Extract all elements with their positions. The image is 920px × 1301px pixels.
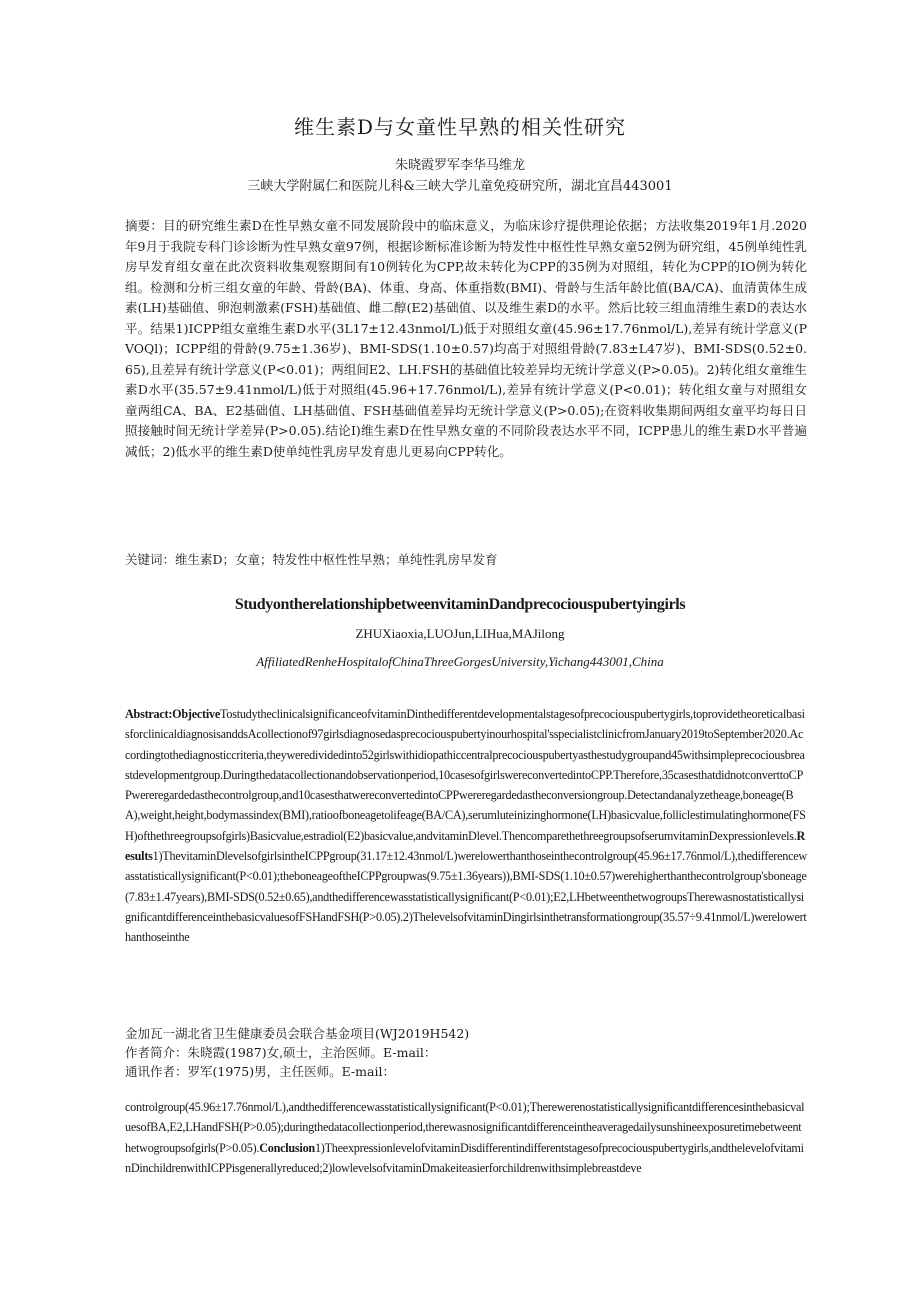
- continued-text-1: controlgroup(45.96±17.76nmol/L),andthedifferencewasstatisticallysignificant(P<0.01);TherewerenostatisticallysignificantdifferencesinthebasicvaluesofBA,E2,LHandFSH(P>0.05);duringthedatacollectionperiod,therewasnosignificantdifferenceintheaveragedailysunshineexposuretimebetweenthetwogroupsofgirls(P>0.05).: [125, 1100, 805, 1155]
- abstract-en-continued: [125, 1097, 807, 1178]
- abstract-cn: 摘要：目的研究维生素D在性早熟女童不同发展阶段中的临床意义，为临床诊疗提供理论依据；方法收集2019年1月.2020年9月于我院专科门诊诊断为性早熟女童97例，根据诊断标准诊断为特发性中枢性性早熟女童52例为研究组，45例单纯性乳房早发育组女童在此次资料收集观察期间有10例转化为CPP,故未转化为CPP的35例为对照组，转化为CPP的IO例为转化组。检测和分析三组女童的年龄、骨龄(BA)、体重、身高、体重指数(BMI)、骨龄与生活年龄比值(BA/CA)、血清黄体生成素(LH)基础值、卵泡刺激素(FSH)基础值、雌二醇(E2)基础值、以及维生素D的水平。然后比较三组血清维生素D的表达水平。结果1)ICPP组女童维生素D水平(3L17±12.43nmol/L)低于对照组女童(45.96±17.76nmol/L),差异有统计学意义(PVOQl)；ICPP组的骨龄(9.75±1.36岁)、BMI-SDS(1.10±0.57)均高于对照组骨龄(7.83±L47岁)、BMI-SDS(0.52±0.65),且差异有统计学意义(P<0.01)；两组间E2、LH.FSH的基础值比较差异均无统计学意义(P>0.05)。2)转化组女童维生素D水平(35.57±9.41nmol/L)低于对照组(45.96+17.76nmol/L),差异有统计学意义(P<0.01)；转化组女童与对照组女童两组CA、BA、E2基础值、LH基础值、FSH基础值差异均无统计学意义(P>0.05);在资料收集期间两组女童平均每日日照接触时间无统计学差异(P>0.05).结论I)维生素D在性早熟女童的不同阶段表达水平不同，ICPP患儿的维生素D水平普遍减低；2)低水平的维生素D使单纯性乳房早发育患儿更易向CPP转化。: [125, 218, 807, 459]
- footnotes: [125, 1024, 807, 1081]
- abstract-label: Abstract:: [125, 707, 173, 721]
- continued-text-2: 1)TheexpressionlevelofvitaminDisdifferentindifferentstagesofprecociouspubertygirls,andthelevelofvitaminDinchildrenwithICPPisgenerallyreduced;2)lowlevelsofvitaminDmakeiteasierforchildrenwithsimplebreastdeve: [125, 1140, 804, 1175]
- authors-cn: 朱晓霞罗军李华马维龙: [394, 158, 525, 173]
- affiliation-cn: 三峡大学附属仁和医院儿科&三峡大学儿童免疫研究所，湖北宜昌443001: [247, 179, 673, 194]
- abstract-en-text-1: TostudytheclinicalsignificanceofvitaminDinthedifferentdevelopmentalstagesofprecociouspubertygirls,toprovidetheoreticalbasisforclinicaldiagnosisanddsAcollectionof97girlsdiagnosedasprecociouspubertyinourhospital'sspecialistclinicfromJanuary2019toSeptember2020.Accordingtothediagnosticcriteria,theyweredividedinto52girlswithidiopathiccentralprecociouspubertyasthestudygroupand45withsimpleprecociousbreastdevelopmentgroup.Duringthedatacollectionandobservationperiod,10casesofgirlswereconvertedintoCPP.Therefore,35casesthatdidnotconverttoCPPwereregardedasthecontrolgroup,and10casesthatwereconvertedintoCPPwereregardedastheconversiongroup.Detectandanalyzetheage,boneage(BA),weight,height,bodymassindex(BMI),ratioofboneagetolifeage(BA/CA),serumluteinizinghormone(LH)basicvalue,folliclestimulatinghormone(FSH)ofthethreegroupsofgirls)Basicvalue,estradiol(E2)basicvalue,andvitaminDlevel.ThencomparethethreegroupsofserumvitaminDexpressionlevels.: [125, 707, 806, 843]
- objective-label: Objective: [172, 707, 221, 721]
- keywords-cn: 关键词：维生素D；女童；特发性中枢性性早熟；单纯性乳房早发育: [125, 552, 498, 567]
- results-label: Results: [125, 828, 806, 864]
- abstract-en-text-2: 1)ThevitaminDlevelsofgirlsintheICPPgroup(31.17±12.43nmol/L)werelowerthanthoseinthecontrolgroup(45.96±17.76nmol/L),thedifferencewasstatisticallysignificant(P<0.01);theboneageoftheICPPgroupwas(9.75±1.36years)),BMI-SDS(1.10±0.57)werehigherthanthecontrolgroup'sboneage(7.83±1.47years),BMI-SDS(0.52±0.65),andthedifferencewasstatisticallysignificant(P<0.01);E2,LHbetweenthetwogroupsTherewasnostatisticallysignificantdifferenceinthebasicvaluesofFSHandFSH(P>0.05).2)ThelevelsofvitaminDingirlsinthetransformationgroup(35.57÷9.41nmol/L)werelowerthanthoseinthe: [125, 849, 807, 945]
- corresponding-author-note: 通讯作者：罗军(1975)男，主任医师。E-mail：: [125, 1064, 395, 1079]
- paper-title-cn: 维生素D与女童性早熟的相关性研究: [293, 115, 627, 139]
- abstract-en: [125, 704, 807, 948]
- fund-note: 金加瓦一湖北省卫生健康委员会联合基金项目(WJ2019H542): [125, 1026, 470, 1041]
- affiliation-en: AffiliatedRenheHospitalofChinaThreeGorgesUniversity,Yichang443001,China: [256, 654, 664, 669]
- paper-title-en: StudyontherelationshipbetweenvitaminDandprecociouspubertyingirls: [234, 596, 686, 613]
- conclusion-label: Conclusion: [259, 1140, 315, 1155]
- authors-en: ZHUXiaoxia,LUOJun,LIHua,MAJilong: [355, 626, 565, 641]
- author-intro-note: 作者简介：朱晓霞(1987)女,硕士，主治医师。E-mail：: [125, 1045, 437, 1060]
